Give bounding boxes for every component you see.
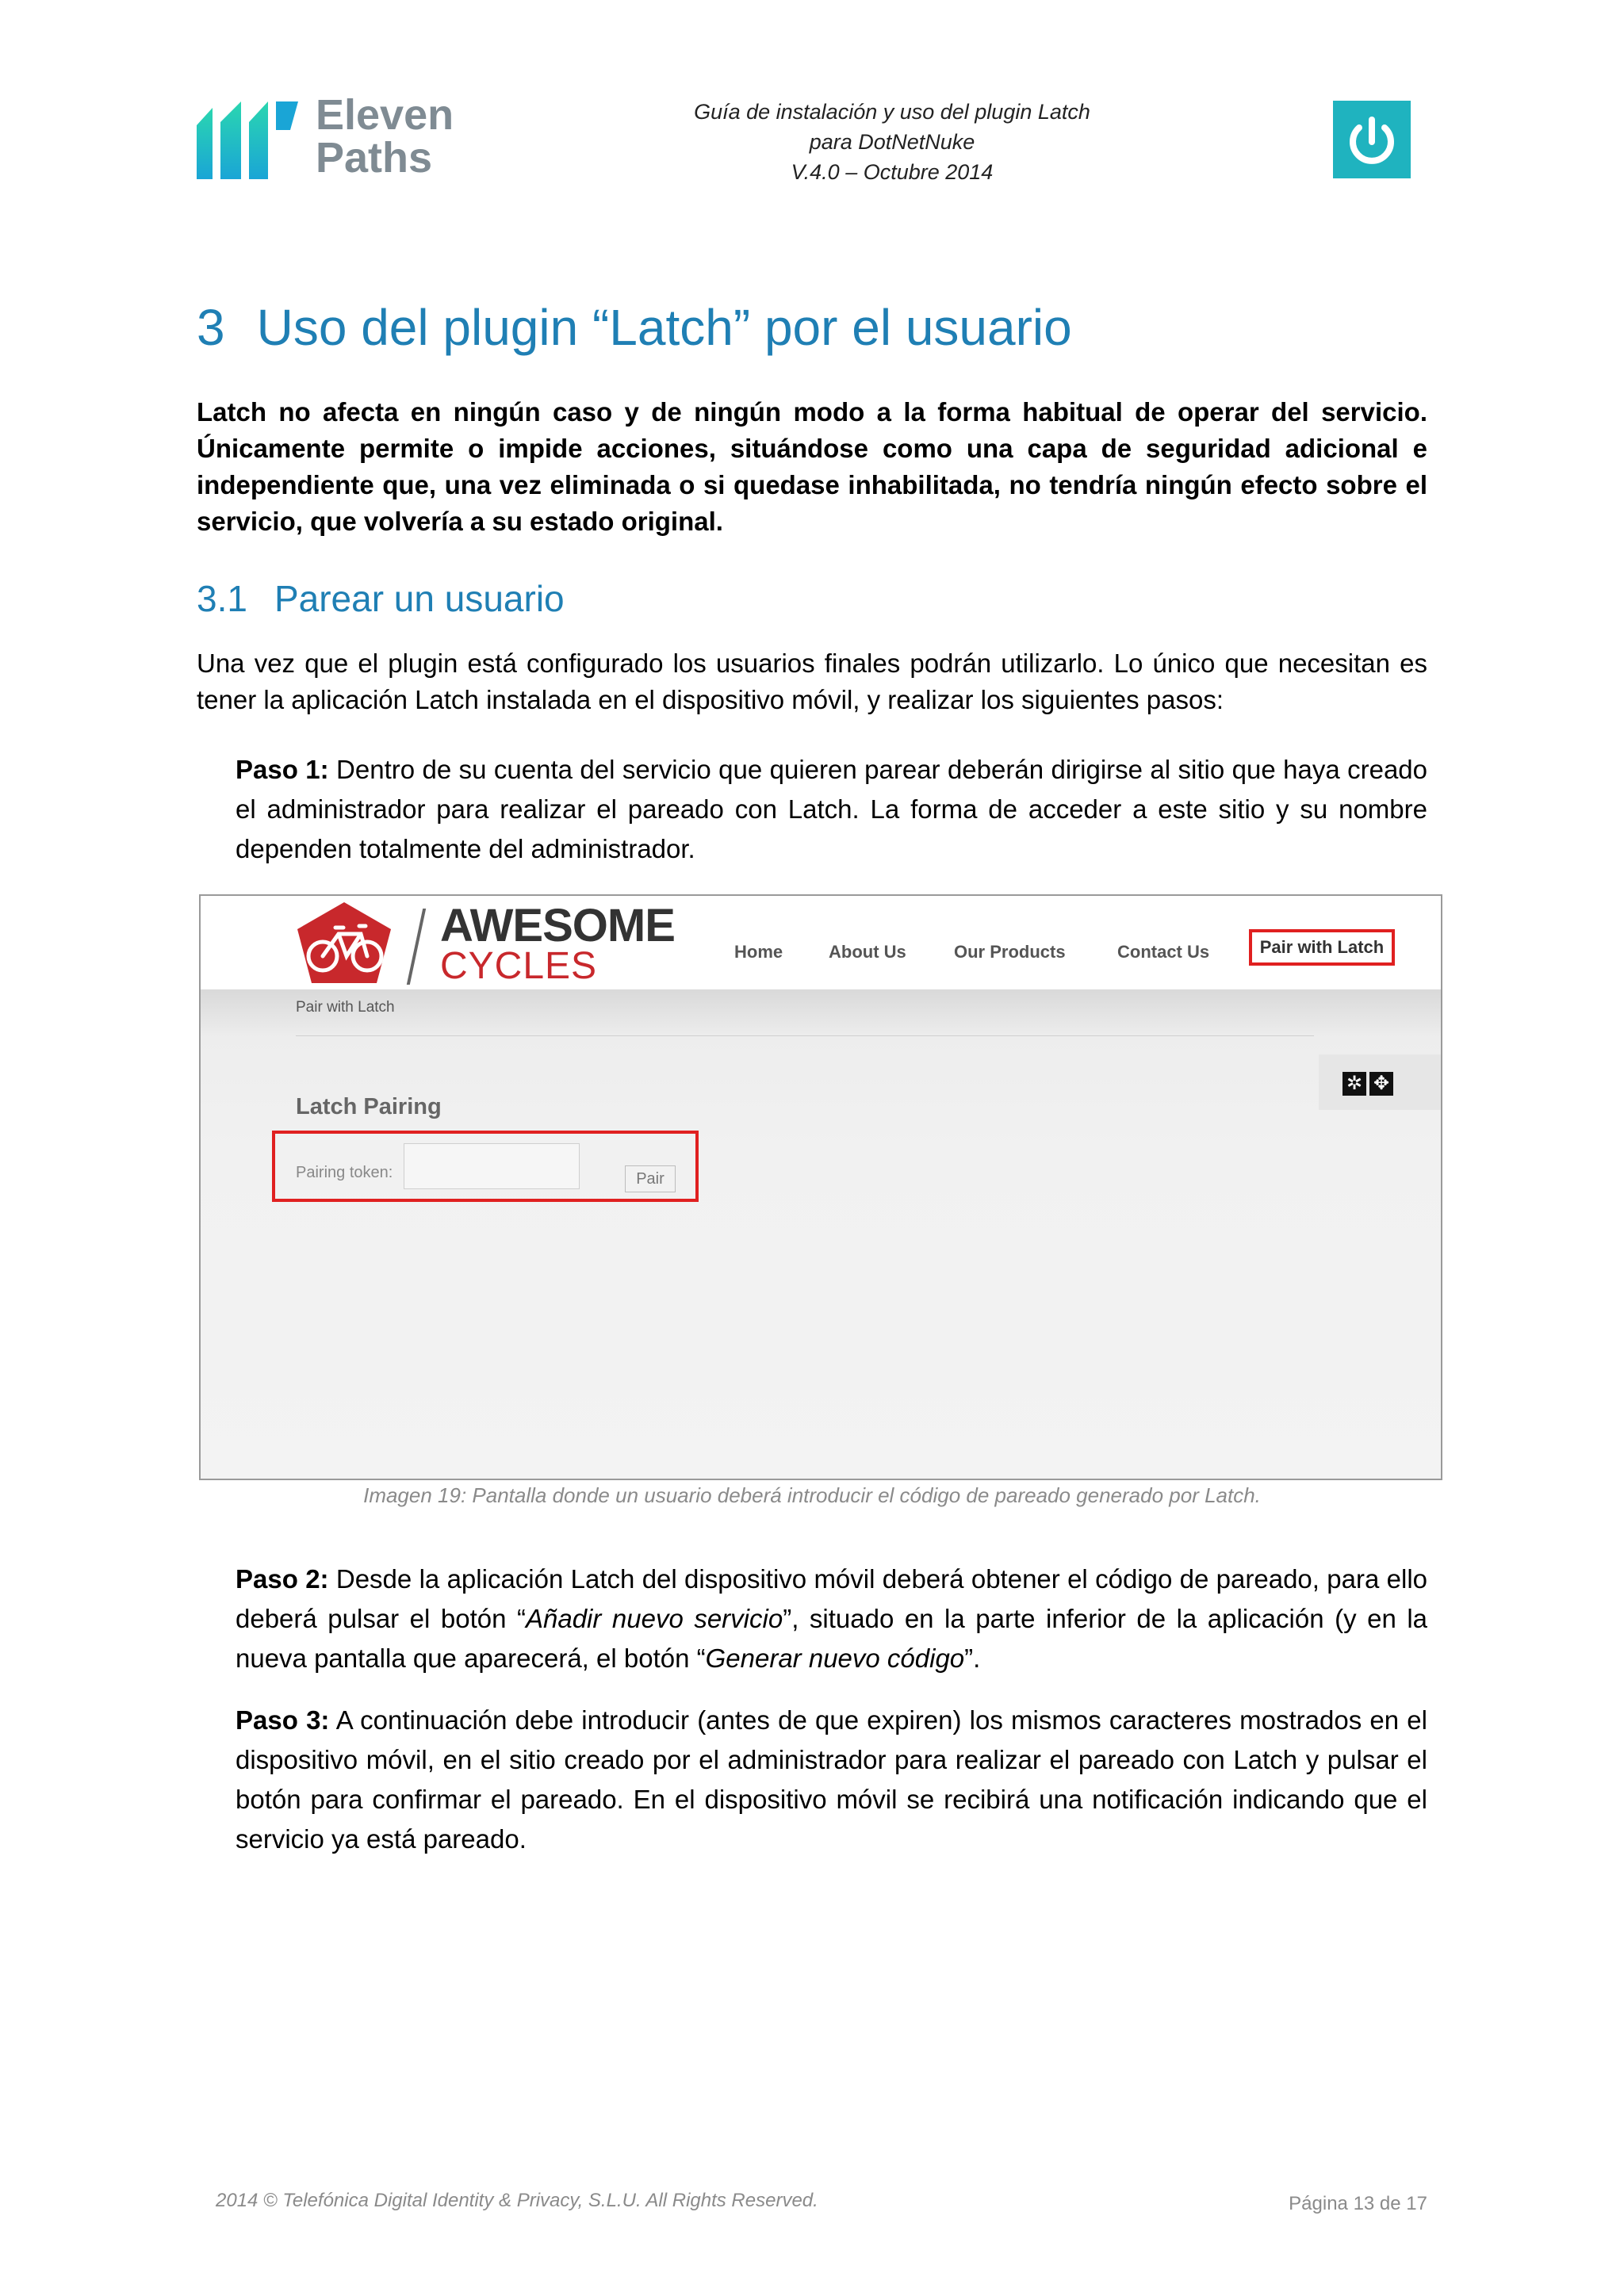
step-2-label: Paso 2: bbox=[236, 1564, 329, 1594]
nav-contact-us[interactable]: Contact Us bbox=[1117, 942, 1210, 962]
footer-copyright: 2014 © Telefónica Digital Identity & Privacy, S.L.U. All Rights Reserved. bbox=[216, 2190, 818, 2211]
step-3-text: A continuación debe introducir (antes de que expiren) los mismos caracteres mostrados en el dispositivo móvil, en el sitio creado por el administrador para realizar el pareado con Latch y pulsar el botón para confirmar el pareado. En el dispositivo móvil se recibirá una notificación indicando que el servicio ya está pareado. bbox=[236, 1705, 1427, 1854]
module-title: Latch Pairing bbox=[296, 1094, 442, 1119]
elevenpaths-logo-icon bbox=[197, 101, 298, 179]
pairing-token-input[interactable] bbox=[404, 1143, 580, 1189]
breadcrumb: Pair with Latch bbox=[296, 999, 395, 1016]
pairing-token-label: Pairing token: bbox=[296, 1164, 393, 1181]
bicycle-logo-icon bbox=[294, 901, 394, 986]
logo-line-1: Eleven bbox=[316, 91, 454, 139]
doc-title-line-2: para DotNetNuke bbox=[809, 130, 975, 154]
subsection-title bbox=[197, 577, 565, 620]
step-2-text-b: ”, situado en la parte inferior de la aplicación (y en la nueva pantalla que aparecerá, el botón “ bbox=[236, 1604, 1428, 1673]
nav-pair-with-latch[interactable]: Pair with Latch bbox=[1249, 929, 1395, 966]
step-1-label: Paso 1: bbox=[236, 755, 329, 784]
doc-title-line-1: Guía de instalación y uso del plugin Latch bbox=[694, 100, 1090, 124]
divider bbox=[296, 1035, 1314, 1036]
step-2-emphasis-a: Añadir nuevo servicio bbox=[525, 1604, 783, 1633]
document-header bbox=[603, 97, 1182, 187]
elevenpaths-wordmark bbox=[316, 91, 454, 182]
nav-our-products[interactable]: Our Products bbox=[954, 942, 1066, 962]
nav-about-us[interactable]: About Us bbox=[829, 942, 906, 962]
move-icon[interactable]: ✥ bbox=[1369, 1072, 1393, 1096]
figure-caption: Imagen 19: Pantalla donde un usuario deberá introducir el código de pareado generado por Latch. bbox=[363, 1483, 1261, 1507]
step-2 bbox=[236, 1559, 1427, 1678]
section-number: 3 bbox=[197, 299, 225, 356]
step-1 bbox=[236, 750, 1427, 869]
pair-button[interactable]: Pair bbox=[625, 1165, 676, 1192]
step-2-emphasis-b: Generar nuevo código bbox=[705, 1644, 965, 1673]
subsection-title-text: Parear un usuario bbox=[274, 578, 565, 619]
step-3 bbox=[236, 1701, 1427, 1859]
footer-page-number: Página 13 de 17 bbox=[1289, 2193, 1427, 2214]
latch-power-icon bbox=[1333, 101, 1411, 178]
section-title-text: Uso del plugin “Latch” por el usuario bbox=[256, 299, 1072, 356]
section-title bbox=[197, 298, 1072, 357]
step-3-label: Paso 3: bbox=[236, 1705, 330, 1735]
doc-version: V.4.0 – Octubre 2014 bbox=[791, 160, 994, 184]
site-body bbox=[201, 989, 1441, 1479]
brand-name-bottom: CYCLES bbox=[440, 945, 598, 987]
step-2-text-a: Desde la aplicación Latch del dispositivo móvil deberá obtener el código de pareado, para ello deberá pulsar el botón “ bbox=[236, 1564, 1428, 1633]
nav-home[interactable]: Home bbox=[734, 942, 783, 962]
pairing-screenshot bbox=[199, 894, 1442, 1480]
step-2-text-c: ”. bbox=[964, 1644, 981, 1673]
intro-paragraph: Latch no afecta en ningún caso y de ningún modo a la forma habitual de operar del servicio. Únicamente permite o impide acciones, situándose como una capa de seguridad adicional e independiente que, una vez eliminada o si quedase inhabilitada, no tendría ningún efecto sobre el servicio, que volvería a su estado original. bbox=[197, 397, 1427, 536]
subsection-number: 3.1 bbox=[197, 578, 247, 619]
brand-name-top: AWESOME bbox=[440, 900, 675, 951]
gear-icon[interactable]: ✲ bbox=[1342, 1072, 1366, 1096]
logo-line-2: Paths bbox=[316, 134, 433, 182]
module-actions bbox=[1342, 1072, 1396, 1096]
body-paragraph: Una vez que el plugin está configurado los usuarios finales podrán utilizarlo. Lo único que necesitan es tener la aplicación Latch instalada en el dispositivo móvil, y realizar los siguientes pasos: bbox=[197, 649, 1427, 714]
step-1-text: Dentro de su cuenta del servicio que quieren parear deberán dirigirse al sitio que haya creado el administrador para realizar el pareado con Latch. La forma de acceder a este sitio y su nombre dependen totalmente del administrador. bbox=[236, 755, 1427, 863]
